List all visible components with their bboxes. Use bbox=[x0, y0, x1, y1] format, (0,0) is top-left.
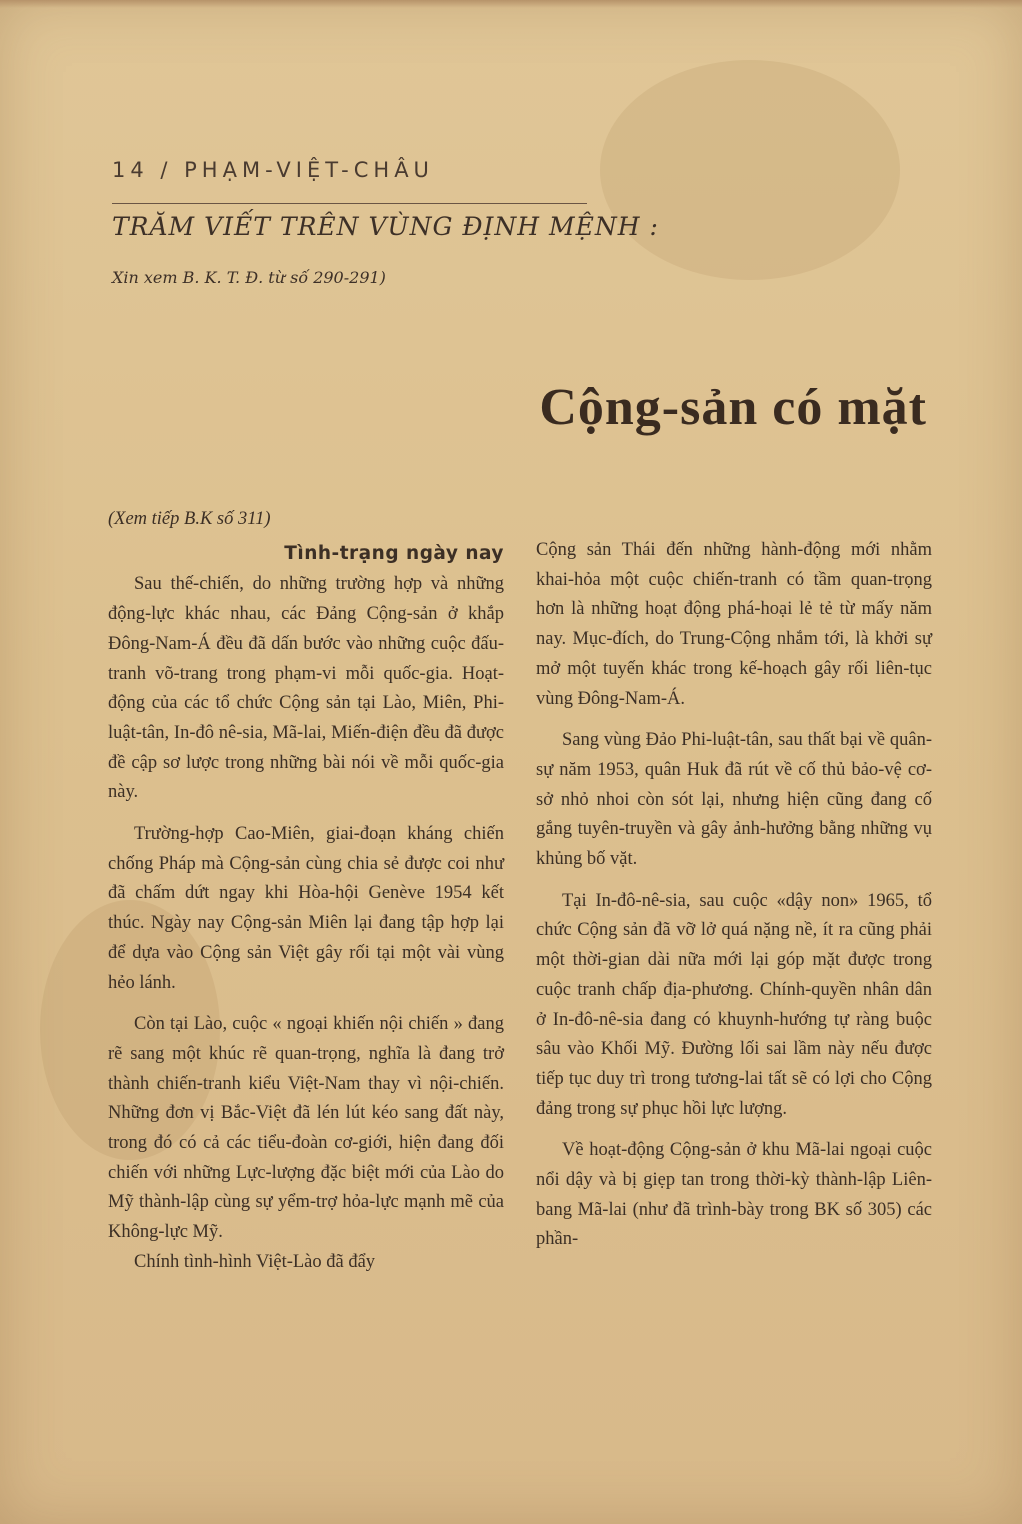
paragraph: Về hoạt-động Cộng-sản ở khu Mã-lai ngoại cuộc nổi dậy và bị giẹp tan trong thời-kỳ thành-lập Liên-bang Mã-lai (như đã trình-bày trong BK số 305) các phần- bbox=[536, 1140, 932, 1250]
paper-stain bbox=[600, 60, 900, 280]
paragraph: Sau thế-chiến, do những trường hợp và những động-lực khác nhau, các Đảng Cộng-sản ở khắp Đông-Nam-Á đều đã dấn bước vào những cuộc đấu-tranh võ-trang trong phạm-vi mỗi quốc-gia. Hoạt-động của các tổ chức Cộng sản tại Lào, Miên, Phi-luật-tân, In-đô nê-sia, Mã-lai, Miến-điện đều đã được đề cập sơ lược trong những bài nói về mỗi quốc-gia này. bbox=[108, 574, 504, 803]
section-heading: Tình-trạng ngày nay bbox=[284, 542, 504, 564]
series-reference: Xin xem B. K. T. Đ. từ số 290-291) bbox=[112, 268, 386, 287]
paragraph: Trường-hợp Cao-Miên, giai-đoạn kháng chiến chống Pháp mà Cộng-sản cùng chia sẻ được coi như đã chấm dứt ngay khi Hòa-hội Genève 1954 kết thúc. Ngày nay Cộng-sản Miên lại đang tập hợp lại để dựa vào Cộng sản Việt gây rối tại một vài vùng hẻo lánh. bbox=[108, 824, 504, 993]
running-head: 14 / PHẠM-VIỆT-CHÂU bbox=[112, 158, 434, 182]
page-top-edge bbox=[0, 0, 1022, 8]
paragraph: Tại In-đô-nê-sia, sau cuộc «dậy non» 1965, tổ chức Cộng sản đã vỡ lở quá nặng nề, ít ra cũng phải một thời-gian dài nữa mới lại góp mặt được trong cuộc tranh chấp địa-phương. Chính-quyền nhân dân ở In-đô-nê-sia đang có khuynh-hướng tự ràng buộc sâu vào Khối Mỹ. Đường lối sai lầm này nếu được tiếp tục duy trì trong tương-lai tất sẽ có lợi cho Cộng đảng trong sự phục hồi lực lượng. bbox=[536, 890, 932, 1119]
right-column bbox=[536, 536, 932, 1255]
header-rule bbox=[112, 203, 587, 204]
paragraph: Cộng sản Thái đến những hành-động mới nhằm khai-hỏa một cuộc chiến-tranh có tầm quan-trọng hơn là những hoạt động phá-hoại lẻ tẻ từ mấy năm nay. Mục-đích, do Trung-Cộng nhắm tới, là khởi sự mở một tuyến khác trong kế-hoạch gây rối liên-tục vùng Đông-Nam-Á. bbox=[536, 540, 932, 709]
series-title: TRĂM VIẾT TRÊN VÙNG ĐỊNH MỆNH : bbox=[112, 212, 659, 241]
paragraph: Chính tình-hình Việt-Lào đã đẩy bbox=[134, 1251, 376, 1272]
paragraph: Còn tại Lào, cuộc « ngoại khiến nội chiến » đang rẽ sang một khúc rẽ quan-trọng, nghĩa là đang trở thành chiến-tranh kiểu Việt-Nam thay vì nội-chiến. Những đơn vị Bắc-Việt đã lén lút kéo sang đất này, trong đó có cả các tiểu-đoàn cơ-giới, hiện đang đối chiến với những Lực-lượng đặc biệt mới của Lào do Mỹ thành-lập cùng sự yểm-trợ hỏa-lực mạnh mẽ của Không-lực Mỹ. bbox=[108, 1014, 504, 1243]
see-more-note: (Xem tiếp B.K số 311) bbox=[108, 509, 271, 529]
article-title: Cộng-sản có mặt bbox=[539, 379, 927, 436]
left-column bbox=[108, 505, 504, 1278]
paragraph: Sang vùng Đảo Phi-luật-tân, sau thất bại về quân-sự năm 1953, quân Huk đã rút về cố thủ bảo-vệ cơ-sở nhỏ nhoi còn sót lại, nhưng hiện cũng đang cố gắng tuyên-truyền và gây ảnh-hưởng bằng những vụ khủng bố vặt. bbox=[536, 730, 932, 870]
